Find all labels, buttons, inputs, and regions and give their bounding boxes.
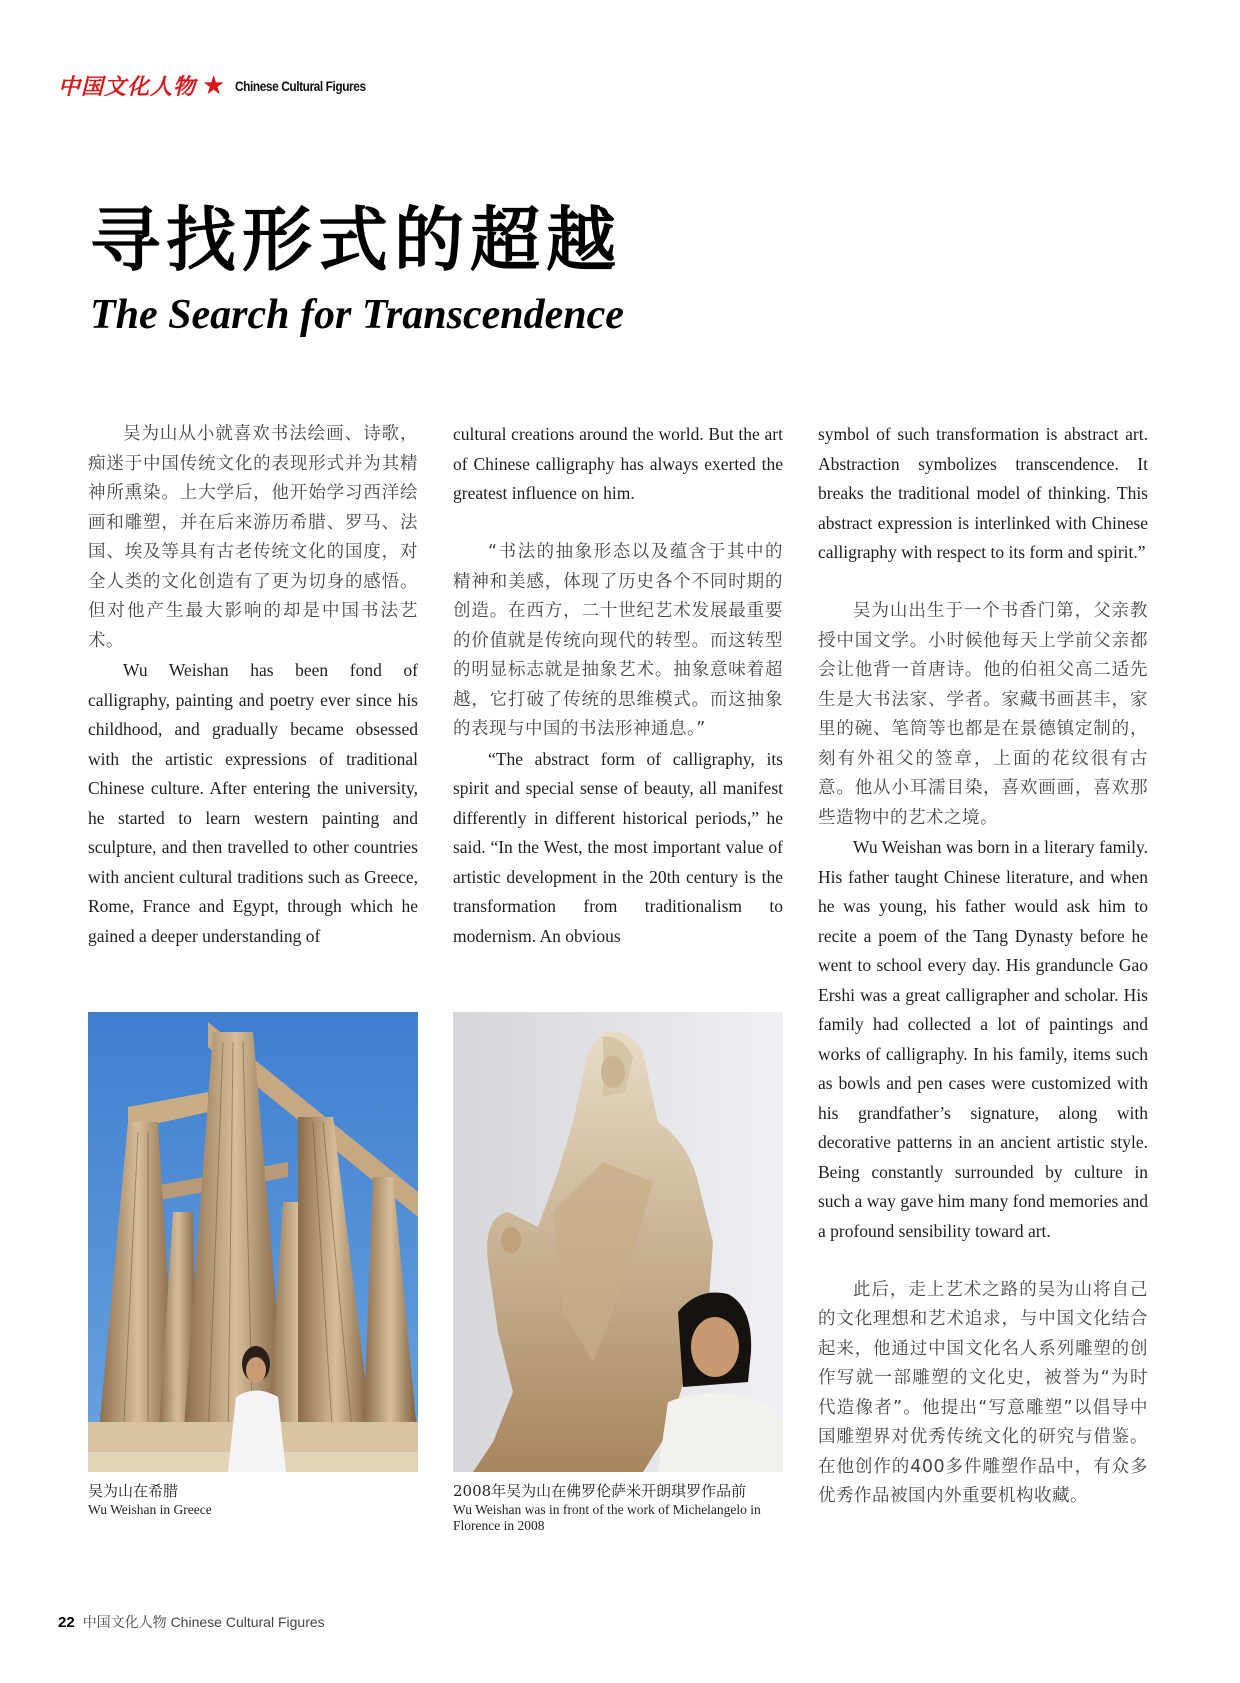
column-3: [818, 420, 1148, 1512]
paragraph-en: cultural creations around the world. But the art of Chinese calligraphy has always exerted the greatest influence on him.: [453, 424, 783, 503]
article-title-en: The Search for Transcendence: [90, 292, 624, 338]
caption-cn: 吴为山在希腊: [88, 1482, 179, 1500]
paragraph-cn: 此后，走上艺术之路的吴为山将自己的文化理想和艺术追求，与中国文化结合起来，他通过中国文化名人系列雕塑的创作写就一部雕塑的文化史，被誉为“为时代造像者”。他提出“写意雕塑”以倡导中国雕塑界对优秀传统文化的研究与借鉴。在他创作的400多件雕塑作品中，有众多优秀作品被国内外重要机构收藏。: [818, 1279, 1148, 1506]
magazine-header: [58, 70, 389, 101]
paragraph-en: Wu Weishan was born in a literary family. His father taught Chinese literature, and when he was young, his father would ask him to recite a poem of the Tang Dynasty before he went to school every day. His granduncle Gao Ershi was a great calligrapher and scholar. His family had collected a lot of paintings and works of calligraphy. In his family, items such as bowls and pen cases were customized with his grandfather’s signature, along with decorative patterns in an ancient artistic style. Being constantly surrounded by culture in such a way gave him many fond memories and a profound sensibility toward art.: [818, 837, 1148, 1241]
caption-en: Wu Weishan in Greece: [88, 1502, 212, 1517]
page-footer: [58, 1612, 325, 1632]
section-logo-en: Chinese Cultural Figures: [235, 77, 366, 94]
caption-greece: [88, 1480, 418, 1518]
michelangelo-pieta-image: [453, 1012, 783, 1472]
page-number: 22: [58, 1614, 75, 1631]
article-title-cn: 寻找形式的超越: [90, 198, 622, 281]
caption-cn: 2008年吴为山在佛罗伦萨米开朗琪罗作品前: [453, 1482, 747, 1500]
paragraph-en: symbol of such transformation is abstract art. Abstraction symbolizes transcendence. It breaks the traditional model of thinking. This abstract expression is interlinked with Chinese calligraphy with respect to its form and spirit.”: [818, 424, 1148, 562]
paragraph-en: Wu Weishan has been fond of calligraphy, painting and poetry ever since his childhood, and gradually became obsessed with the artistic expressions of traditional Chinese culture. After entering the university, he started to learn western painting and sculpture, and then travelled to other countries with ancient cultural traditions such as Greece, Rome, France and Egypt, through which he gained a deeper understanding of: [88, 660, 418, 946]
star-icon: ★: [202, 70, 226, 101]
greece-temple-image: [88, 1012, 418, 1472]
paragraph-en: “The abstract form of calligraphy, its spirit and special sense of beauty, all manifest differently in different historical periods,” he said. “In the West, the most important value of artistic development in the 20th century is the transformation from traditionalism to modernism. An obvious: [453, 748, 783, 946]
caption-florence: [453, 1480, 793, 1534]
footer-label: 中国文化人物 Chinese Cultural Figures: [82, 1614, 325, 1630]
photo-florence: [453, 1012, 783, 1472]
paragraph-cn: 吴为山从小就喜欢书法绘画、诗歌，痴迷于中国传统文化的表现形式并为其精神所熏染。上大学后，他开始学习西洋绘画和雕塑，并在后来游历希腊、罗马、法国、埃及等具有古老传统文化的国度，对全人类的文化创造有了更为切身的感悟。但对他产生最大影响的却是中国书法艺术。: [88, 424, 418, 651]
caption-en: Wu Weishan was in front of the work of Michelangelo in Florence in 2008: [453, 1502, 761, 1533]
paragraph-cn: “书法的抽象形态以及蕴含于其中的精神和美感，体现了历史各个不同时期的创造。在西方，二十世纪艺术发展最重要的价值就是传统向现代的转型。而这转型的明显标志就是抽象艺术。抽象意味着超越，它打破了传统的思维模式。而这抽象的表现与中国的书法形神通息。”: [453, 542, 783, 739]
column-1: [88, 420, 418, 951]
photo-greece: [88, 1012, 418, 1472]
column-2: [453, 420, 783, 951]
paragraph-cn: 吴为山出生于一个书香门第，父亲教授中国文学。小时候他每天上学前父亲都会让他背一首唐诗。他的伯祖父高二适先生是大书法家、学者。家藏书画甚丰，家里的碗、笔筒等也都是在景德镇定制的，刻有外祖父的签章，上面的花纹很有古意。他从小耳濡目染，喜欢画画，喜欢那些造物中的艺术之境。: [818, 601, 1148, 828]
section-logo-cn: 中国文化人物: [58, 74, 197, 100]
